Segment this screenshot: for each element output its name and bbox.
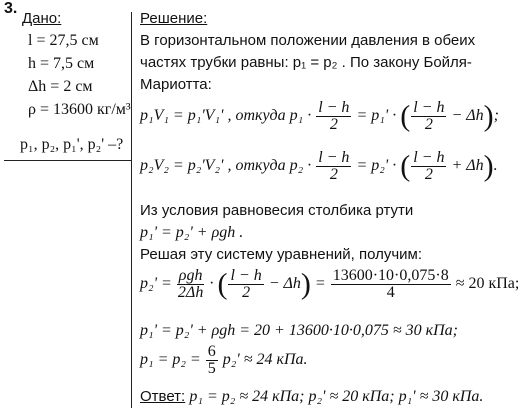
solution-text-4: Из условия равновесия столбика ртути	[140, 202, 414, 219]
equation-equilibrium: p₁' = p₂' + ρgh .	[140, 224, 244, 241]
given-row-l: l = 27,5 см	[28, 32, 99, 49]
eq1-left: p₁V₁ = p₁'V₁' , откуда p₁ ·	[140, 107, 312, 125]
given-row-h: h = 7,5 см	[28, 55, 95, 72]
eq1-frac-1: $\frac{l - h}{2}$	[318, 99, 350, 133]
solution-text-3: Мариотта:	[140, 76, 212, 93]
eq4-frac-rho: $\frac{\text{ρgh}}{2\Delta h}$	[177, 267, 204, 301]
given-row-dh: Δh = 2 см	[28, 78, 93, 95]
answer-line	[140, 388, 483, 406]
eq6-frac: $\frac{6}{5}$	[207, 343, 216, 377]
solution-text-5: Решая эту систему уравнений, получим:	[140, 246, 423, 263]
eq1-minus-dh: − Δh	[451, 107, 484, 125]
eq2-left: p₂V₂ = p₂'V₂' , откуда p₂ ·	[140, 157, 312, 175]
answer-label: Ответ:	[140, 388, 186, 405]
eq4-frac-num: $\frac{13600\cdot 10\cdot 0,075\cdot 8}{4}$	[332, 267, 449, 301]
solution-title: Решение:	[140, 10, 208, 27]
eq4-frac-lh: $\frac{l - h}{2}$	[230, 267, 262, 301]
divider-vertical	[131, 12, 132, 408]
eq4-minus: − Δh	[268, 275, 301, 293]
eq1-frac-2: $\frac{l - h}{2}$	[413, 99, 445, 133]
eq1-mid: = p₁' ·	[356, 107, 397, 125]
equation-boyle-2: p₂V₂ = p₂'V₂' , откуда p₂ · $\frac{l - h}{2}$ = p₂' · ( $\frac{l - h}{2}$ + Δh).	[140, 149, 498, 183]
equation-p2prime: p₂' = $\frac{\text{ρgh}}{2\Delta h}$ · ( $\frac{l - h}{2}$ − Δh) = $\frac{13600\cdot 10\cdot 0,075\cdot 8}{4}$ ≈ 20 кПа;	[140, 267, 519, 301]
given-row-rho: ρ = 13600 кг/м³	[28, 101, 131, 118]
solution-text-1: В горизонтальном положении давления в обеих	[140, 32, 476, 49]
eq4-mid: ·	[209, 275, 214, 293]
eq4-result: ≈ 20 кПа;	[455, 275, 519, 293]
equation-boyle-1: p₁V₁ = p₁'V₁' , откуда p₁ · $\frac{l - h}{2}$ = p₁' · ( $\frac{l - h}{2}$ − Δh);	[140, 99, 499, 133]
eq6-right: p₂' ≈ 24 кПа.	[222, 351, 308, 369]
divider-horizontal	[4, 160, 131, 161]
equation-p1p2	[140, 344, 308, 377]
solution-text-2: частях трубки равны: p₁ = p₂ . По закону Бойля-	[140, 54, 472, 71]
eq1-end: ;	[493, 107, 499, 125]
given-title: Дано:	[22, 10, 62, 27]
eq4-eq: =	[314, 275, 326, 293]
problem-number: 3.	[4, 0, 18, 17]
eq2-frac-1: $\frac{l - h}{2}$	[318, 149, 350, 183]
find-row: p₁, p₂, p₁', p₂' –?	[20, 136, 124, 153]
eq2-frac-2: $\frac{l - h}{2}$	[413, 149, 445, 183]
eq2-plus-dh: + Δh	[451, 157, 484, 175]
eq2-mid: = p₂' ·	[356, 157, 397, 175]
eq6-left: p₁ = p₂ =	[140, 351, 201, 369]
eq4-left: p₂' =	[140, 275, 172, 293]
answer-text: p₁ = p₂ ≈ 24 кПа; p₂' ≈ 20 кПа; p₁' ≈ 30 кПа.	[189, 388, 484, 405]
equation-p1prime: p₁' = p₂' + ρgh = 20 + 13600·10·0,075 ≈ 30 кПа;	[140, 322, 458, 339]
eq2-end: .	[493, 157, 498, 175]
